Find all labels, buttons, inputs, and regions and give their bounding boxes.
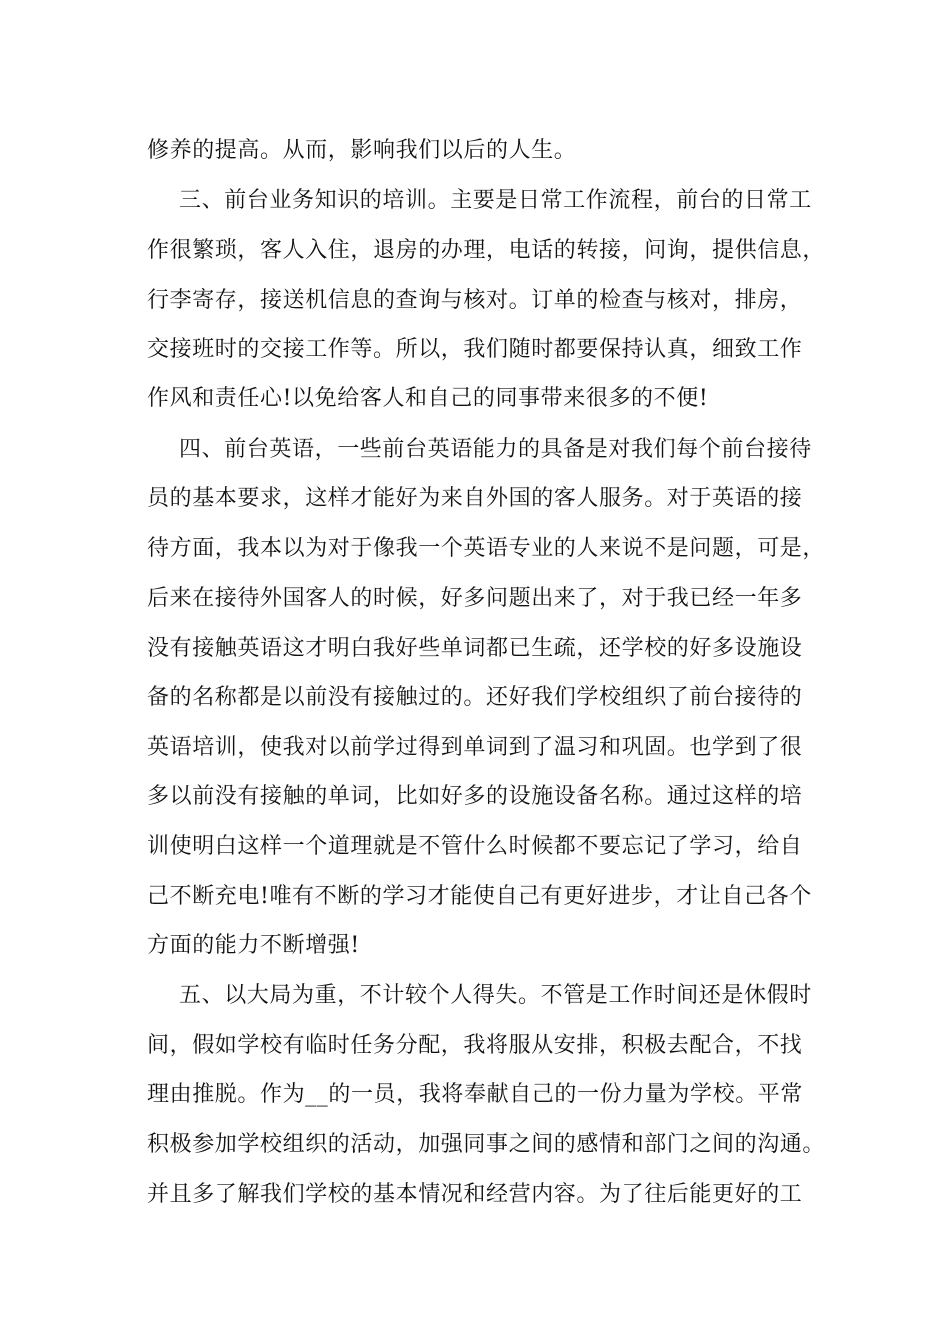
paragraph-heading-5: 五、以大局为重，不计较个人得失。不管是工作时间还是休假时 xyxy=(179,983,812,1008)
text-line: 待方面，我本以为对于像我一个英语专业的人来说不是问题，可是， xyxy=(147,536,826,561)
text-line: 作风和责任心!以免给客人和自己的同事带来很多的不便! xyxy=(147,386,709,411)
text-line: 英语培训，使我对以前学过得到单词到了温习和巩固。也学到了很 xyxy=(147,735,803,760)
text-line: 训使明白这样一个道理就是不管什么时候都不要忘记了学习，给自 xyxy=(147,834,803,859)
text-line: 后来在接待外国客人的时候，好多问题出来了，对于我已经一年多 xyxy=(147,586,803,611)
text-line: 积极参加学校组织的活动，加强同事之间的感情和部门之间的沟通。 xyxy=(147,1132,826,1157)
text-line: 修养的提高。从而，影响我们以后的人生。 xyxy=(147,138,577,163)
text-line: 员的基本要求，这样才能好为来自外国的客人服务。对于英语的接 xyxy=(147,486,803,511)
paragraph-heading-4: 四、前台英语，一些前台英语能力的具备是对我们每个前台接待 xyxy=(179,437,812,462)
text-line: 行李寄存，接送机信息的查询与核对。订单的检查与核对，排房， xyxy=(147,288,803,313)
text-line: 交接班时的交接工作等。所以，我们随时都要保持认真，细致工作 xyxy=(147,337,803,362)
text-line: 理由推脱。作为__的一员，我将奉献自己的一份力量为学校。平常 xyxy=(147,1082,804,1107)
text-line: 作很繁琐，客人入住，退房的办理，电话的转接，问询，提供信息， xyxy=(147,238,826,263)
text-line: 没有接触英语这才明白我好些单词都已生疏，还学校的好多设施设 xyxy=(147,636,803,661)
text-line: 间，假如学校有临时任务分配，我将服从安排，积极去配合，不找 xyxy=(147,1033,803,1058)
text-line: 方面的能力不断增强! xyxy=(147,933,360,958)
paragraph-heading-3: 三、前台业务知识的培训。主要是日常工作流程，前台的日常工 xyxy=(179,188,812,213)
text-line: 备的名称都是以前没有接触过的。还好我们学校组织了前台接待的 xyxy=(147,685,803,710)
text-line: 并且多了解我们学校的基本情况和经营内容。为了往后能更好的工 xyxy=(147,1182,803,1207)
text-line: 多以前没有接触的单词，比如好多的设施设备名称。通过这样的培 xyxy=(147,784,803,809)
text-line: 己不断充电!唯有不断的学习才能使自己有更好进步，才让自己各个 xyxy=(147,884,812,909)
